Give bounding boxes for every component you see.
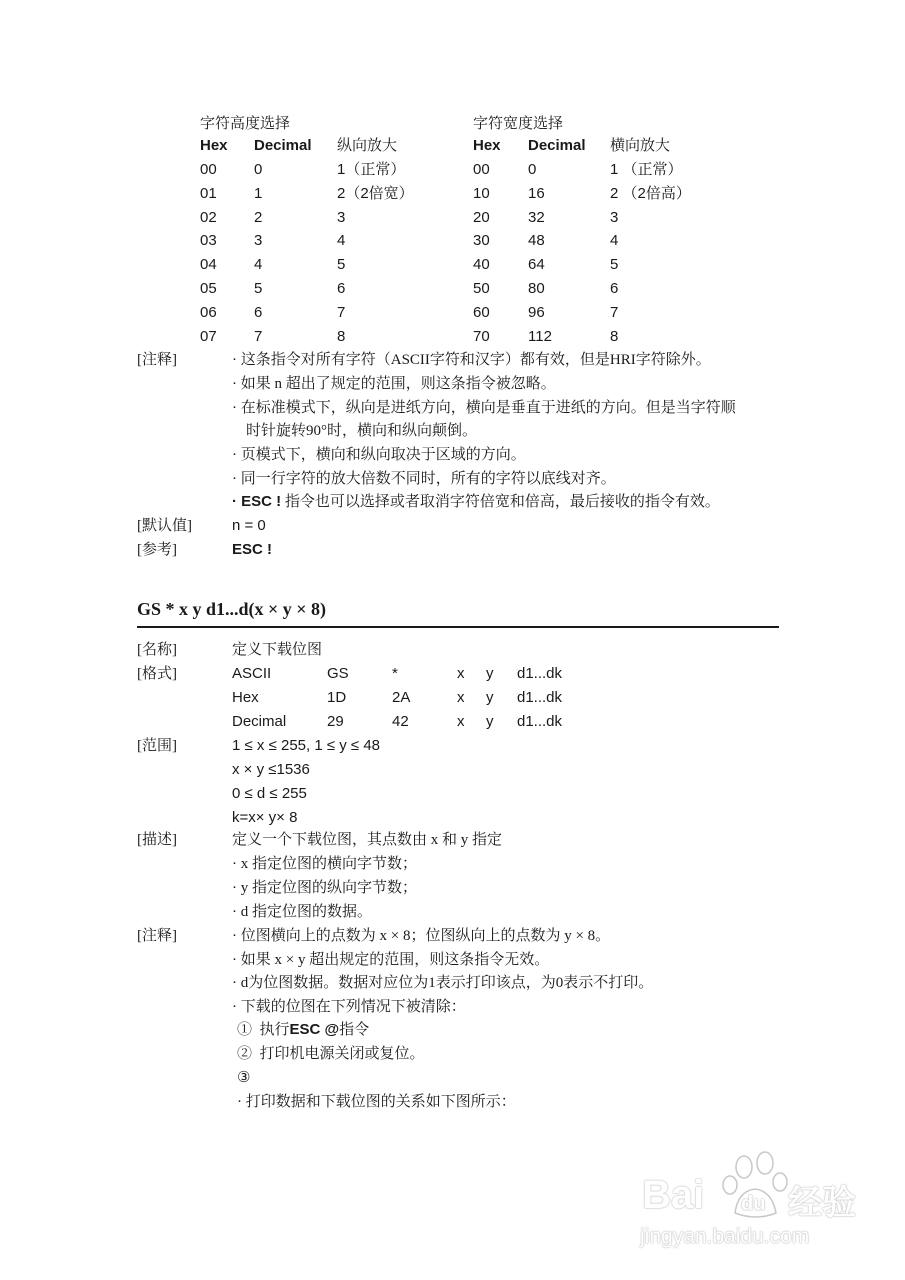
header-horizontal: 横向放大 (610, 138, 671, 154)
format-cell: y (486, 665, 494, 682)
cell-hex: 03 (200, 232, 217, 250)
cell-decimal: 2 (254, 208, 263, 226)
table-row (200, 255, 460, 279)
width-table-title: 字符宽度选择 (473, 116, 564, 132)
note-1: · 这条指令对所有字符（ASCII字符和汉字）都有效，但是HRI字符除外。 (232, 352, 711, 368)
cell-magnification: 2（2倍宽） (337, 184, 414, 202)
cell-hex: 01 (200, 184, 217, 202)
range-line-1: 1 ≤ x ≤ 255, 1 ≤ y ≤ 48 (232, 737, 381, 754)
ref-label: [参考] (137, 542, 177, 558)
table-row (473, 208, 733, 232)
watermark-cn: 经验 (788, 1184, 856, 1222)
range-line-4: k=x× y× 8 (232, 809, 298, 826)
format-label: [格式] (137, 666, 177, 682)
desc-line-1: 定义一个下载位图，其点数由 x 和 y 指定 (232, 832, 503, 848)
format-cell: d1...dk (517, 689, 563, 706)
cell-decimal: 16 (528, 184, 545, 202)
table-row (200, 279, 460, 303)
desc-line-4: · d 指定位图的数据。 (232, 904, 372, 920)
format-cell: ASCII (232, 665, 272, 682)
desc-line-2: · x 指定位图的横向字节数； (232, 856, 417, 872)
cell-hex: 02 (200, 208, 217, 226)
cell-hex: 05 (200, 280, 217, 297)
cell-decimal: 32 (528, 208, 545, 226)
clear-item-1-pre: 执行 (259, 1022, 290, 1038)
cell-decimal: 112 (528, 327, 552, 345)
table-row (473, 303, 733, 327)
ref-value: ESC ! (232, 541, 273, 558)
clear-item-3-num: ③ (237, 1070, 251, 1086)
heading-rule (137, 626, 779, 628)
default-label: [默认值] (137, 518, 192, 534)
cell-magnification: 6 (337, 280, 346, 297)
cell-decimal: 4 (254, 256, 263, 274)
format-cell: 42 (392, 713, 409, 730)
cell-magnification: 8 (610, 327, 619, 345)
baidu-watermark (640, 1145, 860, 1255)
table-row (200, 184, 460, 208)
table-row (473, 184, 733, 208)
clear-item-1-command: ESC @ (289, 1021, 340, 1038)
default-value: n = 0 (232, 517, 266, 534)
cell-magnification: 7 (610, 303, 619, 321)
table-row (473, 231, 733, 255)
note2-last: · 打印数据和下载位图的关系如下图所示： (237, 1094, 516, 1110)
cell-hex: 06 (200, 303, 217, 321)
range-line-2: x × y ≤1536 (232, 761, 310, 778)
format-cell: 29 (327, 713, 344, 730)
clear-item-2-text: 打印机电源关闭或复位。 (259, 1046, 425, 1062)
command-heading: GS * x y d1...d(x × y × 8) (137, 599, 327, 619)
cell-magnification: 2 （2倍高） (610, 184, 691, 202)
cell-magnification: 7 (337, 303, 346, 321)
format-cell: x (457, 665, 465, 682)
note-3-cont: 时针旋转90°时，横向和纵向颠倒。 (246, 423, 478, 439)
cell-decimal: 96 (528, 303, 545, 321)
clear-item-1-post: 指令 (339, 1022, 370, 1038)
header-hex: Hex (200, 137, 228, 154)
format-cell: d1...dk (517, 713, 563, 730)
notes-label: [注释] (137, 352, 177, 368)
cell-decimal: 3 (254, 232, 263, 250)
cell-decimal: 64 (528, 256, 545, 274)
clear-item-1-num: ① (237, 1022, 253, 1038)
table-row (200, 160, 460, 184)
cell-hex: 10 (473, 184, 490, 202)
cell-magnification: 4 (610, 232, 619, 250)
note2-4: · 下载的位图在下列情况下被清除： (232, 999, 466, 1015)
format-cell: Decimal (232, 713, 287, 730)
header-hex: Hex (473, 137, 501, 154)
desc-label: [描述] (137, 832, 177, 848)
header-vertical: 纵向放大 (337, 138, 398, 154)
format-cell: GS (327, 665, 349, 682)
clear-item-2 (237, 1044, 425, 1064)
note-4: · 页模式下，横向和纵向取决于区域的方向。 (232, 447, 526, 463)
format-cell: * (392, 665, 398, 682)
cell-decimal: 48 (528, 232, 545, 250)
table-row (200, 231, 460, 255)
notes2-label: [注释] (137, 928, 177, 944)
cell-hex: 20 (473, 208, 490, 226)
table-row (473, 279, 733, 303)
name-value: 定义下载位图 (232, 642, 323, 658)
format-cell: x (457, 689, 465, 706)
table-row (473, 327, 733, 351)
clear-item-2-num: ② (237, 1046, 253, 1062)
clear-item-1 (237, 1020, 369, 1040)
cell-hex: 00 (200, 161, 217, 178)
range-line-3: 0 ≤ d ≤ 255 (232, 785, 307, 802)
cell-hex: 60 (473, 303, 490, 321)
cell-decimal: 0 (528, 161, 537, 178)
cell-decimal: 7 (254, 327, 263, 345)
height-table-header (200, 136, 460, 160)
format-cell: Hex (232, 689, 259, 706)
cell-hex: 40 (473, 256, 490, 274)
cell-magnification: 4 (337, 232, 346, 250)
cell-decimal: 80 (528, 280, 545, 297)
note-6 (232, 492, 720, 512)
cell-hex: 30 (473, 232, 490, 250)
desc-line-3: · y 指定位图的纵向字节数； (232, 880, 417, 896)
cell-magnification: 6 (610, 280, 619, 297)
cell-hex: 50 (473, 280, 490, 297)
note-6-command: · ESC ! (232, 493, 282, 510)
watermark-du: du (741, 1193, 766, 1215)
cell-decimal: 1 (254, 184, 263, 202)
range-label: [范围] (137, 738, 177, 754)
format-cell: 1D (327, 689, 347, 706)
watermark-url: jingyan.baidu.com (640, 1225, 810, 1248)
note-3: · 在标准模式下，纵向是进纸方向，横向是垂直于进纸的方向。但是当字符顺 (232, 400, 736, 416)
note2-3: · d为位图数据。数据对应位为1表示打印该点，为0表示不打印。 (232, 975, 654, 991)
cell-hex: 04 (200, 256, 217, 274)
cell-magnification: 8 (337, 327, 346, 345)
note-6-text: 指令也可以选择或者取消字符倍宽和倍高，最后接收的指令有效。 (281, 494, 720, 510)
cell-magnification: 3 (610, 208, 619, 226)
cell-hex: 70 (473, 327, 490, 345)
format-cell: y (486, 713, 494, 730)
cell-decimal: 5 (254, 280, 263, 297)
note2-1: · 位图横向上的点数为 x × 8；位图纵向上的点数为 y × 8。 (232, 928, 611, 944)
format-cell: d1...dk (517, 665, 563, 682)
cell-magnification: 5 (610, 256, 619, 274)
name-label: [名称] (137, 642, 177, 658)
header-decimal: Decimal (254, 137, 312, 154)
width-table-header (473, 136, 733, 160)
watermark-brand: Bai (642, 1173, 705, 1217)
cell-hex: 00 (473, 161, 490, 178)
table-row (473, 160, 733, 184)
table-row (473, 255, 733, 279)
note-2: · 如果 n 超出了规定的范围，则这条指令被忽略。 (232, 376, 556, 392)
format-cell: 2A (392, 689, 411, 706)
cell-magnification: 1 （正常） (610, 161, 683, 178)
height-table-title: 字符高度选择 (200, 116, 291, 132)
table-row (200, 208, 460, 232)
cell-magnification: 1（正常） (337, 161, 406, 178)
table-row (200, 327, 460, 351)
cell-magnification: 5 (337, 256, 346, 274)
clear-item-3 (237, 1068, 250, 1088)
note-5: · 同一行字符的放大倍数不同时，所有的字符以底线对齐。 (232, 471, 616, 487)
cell-hex: 07 (200, 327, 217, 345)
format-cell: x (457, 713, 465, 730)
table-row (200, 303, 460, 327)
cell-magnification: 3 (337, 208, 346, 226)
format-cell: y (486, 689, 494, 706)
cell-decimal: 0 (254, 161, 263, 178)
header-decimal: Decimal (528, 137, 586, 154)
cell-decimal: 6 (254, 303, 263, 321)
note2-2: · 如果 x × y 超出规定的范围，则这条指令无效。 (232, 952, 550, 968)
